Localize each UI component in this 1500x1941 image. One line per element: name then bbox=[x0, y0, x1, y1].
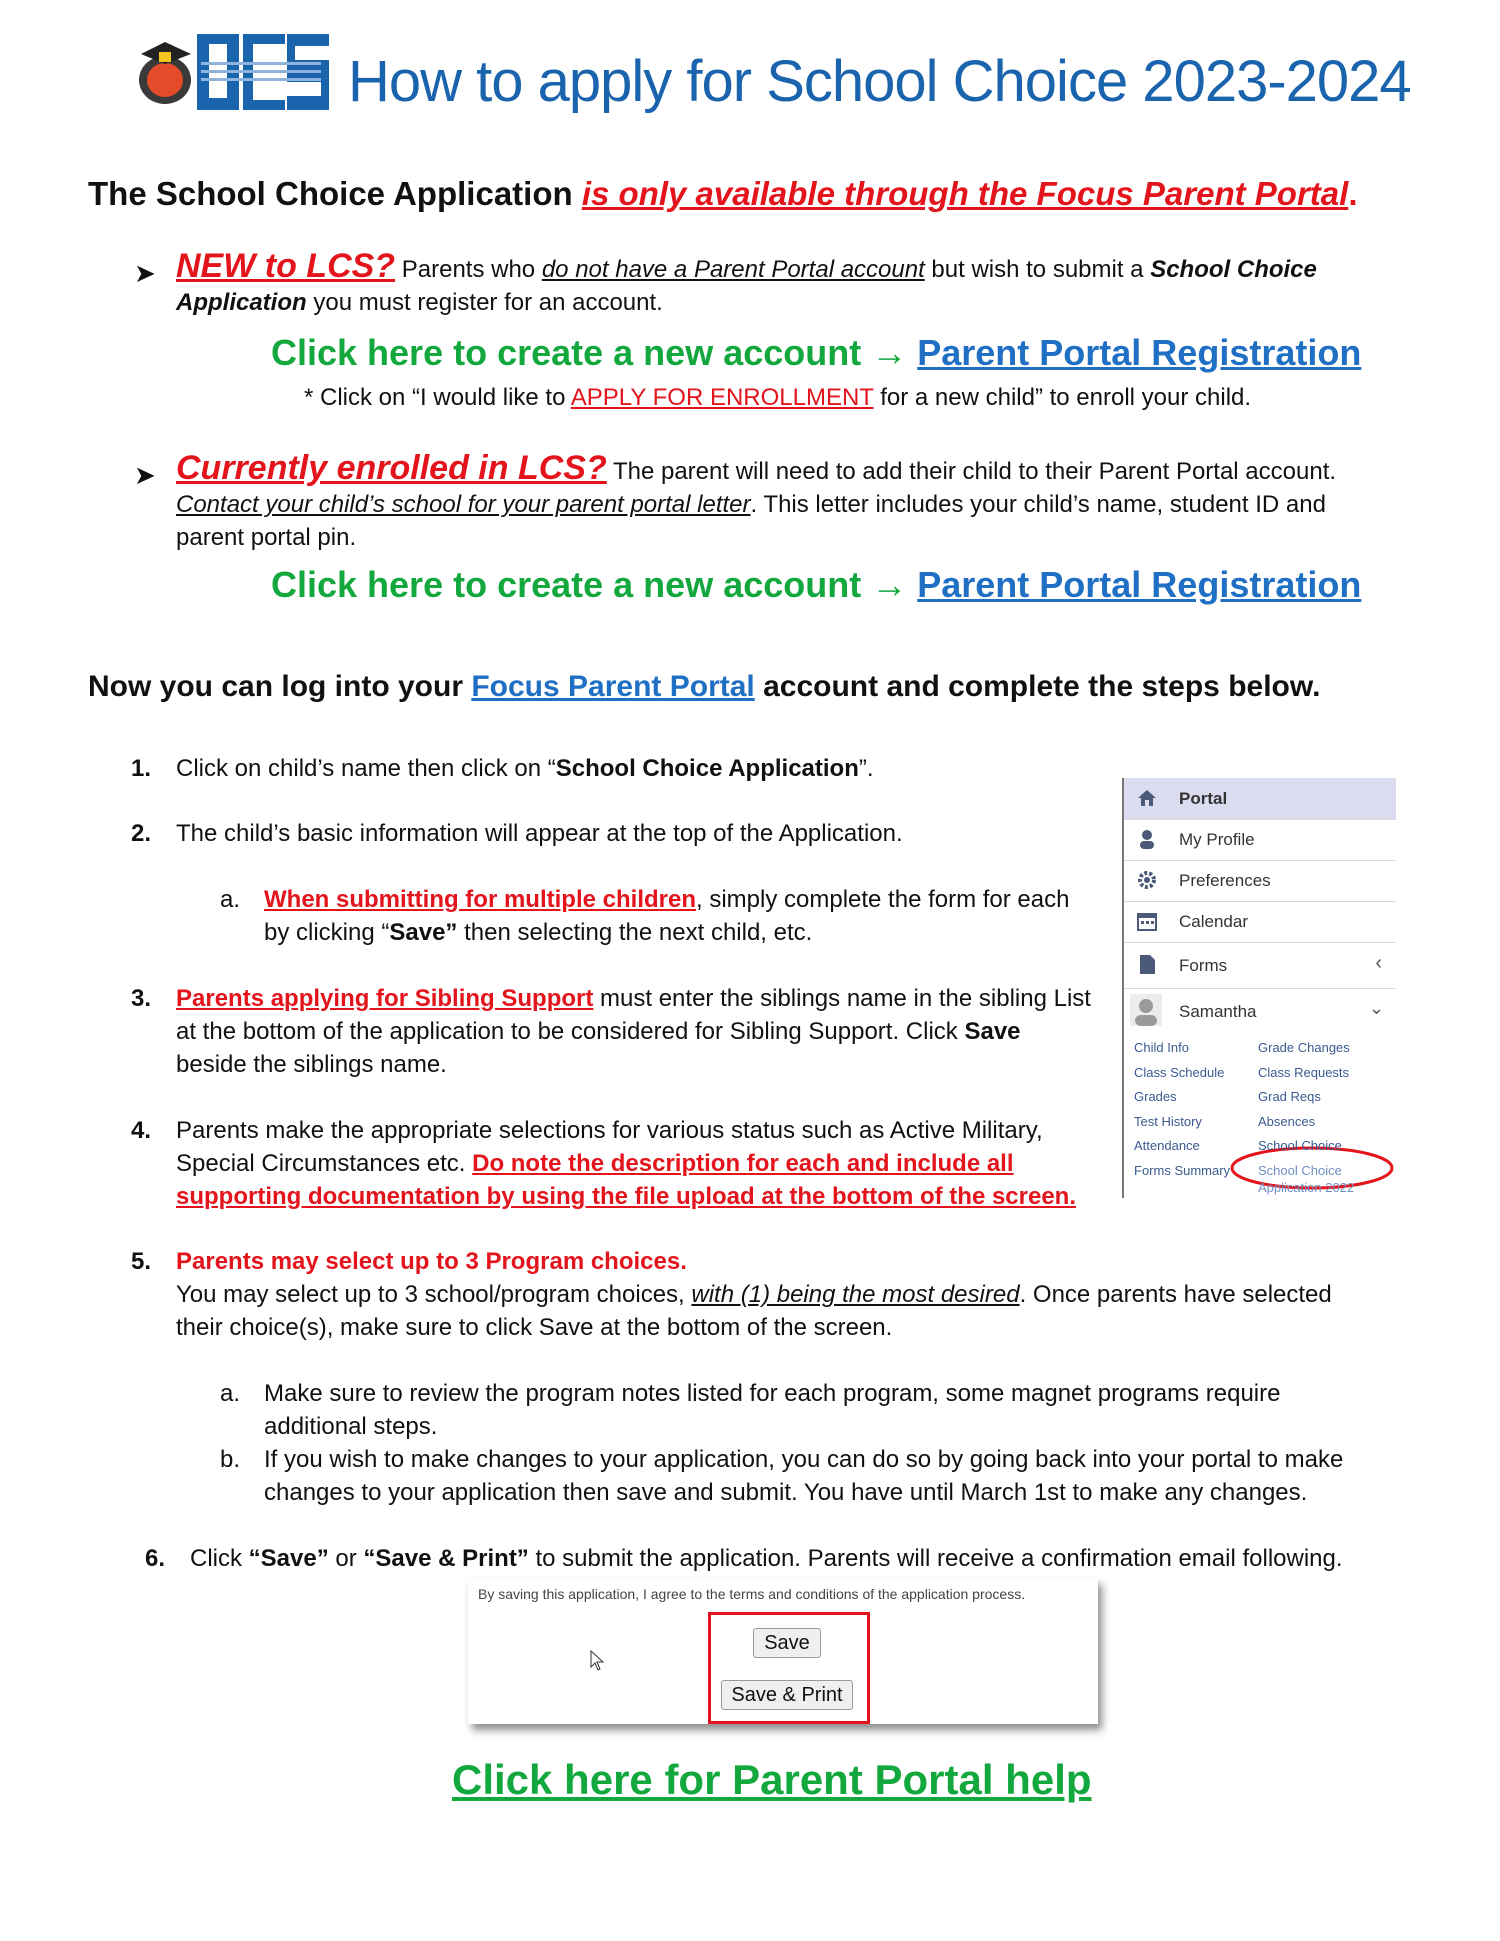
lcs-logo bbox=[135, 22, 335, 118]
sidebar-item-student[interactable] bbox=[1124, 988, 1396, 1034]
s6-or: or bbox=[328, 1545, 364, 1572]
enrolled-cta-prefix: Click here to create a new account → bbox=[271, 564, 918, 605]
s2a-save: Save” bbox=[389, 919, 458, 946]
substep-letter: a. bbox=[220, 886, 241, 913]
portal-sidebar-screenshot bbox=[1122, 778, 1396, 1198]
s3-save: Save bbox=[964, 1018, 1021, 1045]
enrolled-cta bbox=[271, 564, 1361, 606]
s4-a: Parents make the appropriate selections for various status such as Active Military, bbox=[176, 1117, 1043, 1144]
step-5a bbox=[264, 1377, 1280, 1443]
new-cta bbox=[271, 332, 1361, 374]
bullet-arrow-icon: ➤ bbox=[134, 460, 156, 490]
enrolled-heading: Currently enrolled in LCS? bbox=[176, 449, 607, 487]
s2a-b: , simply complete the form for each bbox=[696, 886, 1070, 913]
step-1 bbox=[176, 752, 874, 785]
s5b-2: changes to your application then save and submit. You have until March 1st to make any changes. bbox=[264, 1479, 1308, 1506]
step-6 bbox=[190, 1542, 1343, 1575]
parent-portal-help-link[interactable]: Click here for Parent Portal help bbox=[452, 1756, 1092, 1803]
enrolled-text-a: The parent will need to add their child to their Parent Portal account. bbox=[606, 458, 1337, 485]
sidebar-sublink[interactable]: Child Info bbox=[1134, 1040, 1189, 1055]
new-text-b: do not have a Parent Portal account bbox=[541, 256, 925, 283]
s6-save: “Save” bbox=[248, 1545, 329, 1572]
s5a-2: additional steps. bbox=[264, 1413, 438, 1440]
login-b: account and complete the steps below. bbox=[754, 670, 1321, 703]
s6-b: to submit the application. Parents will receive a confirmation email following. bbox=[528, 1545, 1343, 1572]
login-line bbox=[88, 670, 1320, 704]
sidebar-sublink[interactable]: Attendance bbox=[1134, 1138, 1200, 1153]
chevron-down-icon: ⌄ bbox=[1368, 998, 1384, 1018]
s5-b: . Once parents have selected bbox=[1019, 1281, 1332, 1308]
substep-letter: a. bbox=[220, 1380, 241, 1407]
new-section bbox=[176, 247, 1376, 319]
intro-lead: The School Choice Application bbox=[88, 175, 582, 212]
gear-icon bbox=[1136, 869, 1158, 891]
note-b: for a new child” to enroll your child. bbox=[873, 384, 1252, 411]
s1-b: School Choice Application bbox=[555, 755, 859, 782]
s5-em: with (1) being the most desired bbox=[691, 1281, 1020, 1308]
terms-text: By saving this application, I agree to the terms and conditions of the application process. bbox=[478, 1586, 1026, 1602]
s6-sp: “Save & Print” bbox=[363, 1545, 529, 1572]
s1-c: ”. bbox=[858, 755, 874, 782]
step-number: 4. bbox=[131, 1117, 152, 1144]
new-text-e: Application bbox=[176, 289, 307, 316]
sidebar-item-preferences[interactable] bbox=[1124, 860, 1396, 902]
sidebar-label: Samantha bbox=[1179, 1002, 1257, 1021]
chevron-left-icon: ‹ bbox=[1375, 952, 1382, 974]
enrolled-text-c: . This letter includes your child’s name, student ID and bbox=[750, 491, 1326, 518]
s5-a: You may select up to 3 school/program choices, bbox=[176, 1281, 692, 1308]
step-5b bbox=[264, 1443, 1343, 1509]
sidebar-sublink[interactable]: Forms Summary bbox=[1134, 1162, 1231, 1178]
new-note bbox=[304, 381, 1251, 414]
step-number: 6. bbox=[145, 1545, 166, 1572]
s5-c: their choice(s), make sure to click Save at the bottom of the screen. bbox=[176, 1314, 893, 1341]
sidebar-sublink[interactable]: School Choice bbox=[1258, 1162, 1342, 1178]
sidebar-label: Forms bbox=[1179, 956, 1228, 975]
sidebar-label: Preferences bbox=[1179, 871, 1271, 890]
new-text-a: Parents who bbox=[395, 256, 542, 283]
calendar-icon bbox=[1136, 910, 1158, 932]
user-icon bbox=[1136, 828, 1158, 850]
save-button[interactable]: Save bbox=[753, 1628, 821, 1658]
save-dialog-screenshot bbox=[468, 1578, 1098, 1724]
s5b-1: If you wish to make changes to your application, you can do so by going back into your portal to make bbox=[264, 1446, 1344, 1473]
step-2a bbox=[264, 883, 1069, 949]
sidebar-sublink[interactable]: Test History bbox=[1134, 1113, 1202, 1129]
new-registration-link[interactable]: Parent Portal Registration bbox=[917, 332, 1362, 373]
cursor-icon bbox=[590, 1650, 606, 1672]
s4-red1: Do note the description for each and include all bbox=[472, 1150, 1014, 1177]
step-5 bbox=[176, 1245, 1332, 1344]
enrolled-text-d: parent portal pin. bbox=[176, 524, 357, 551]
step-2: The child’s basic information will appear at the top of the Application. bbox=[176, 820, 903, 847]
sidebar-item-portal[interactable] bbox=[1124, 778, 1396, 820]
sidebar-item-my-profile[interactable] bbox=[1124, 819, 1396, 861]
s3-red: Parents applying for Sibling Support bbox=[176, 985, 594, 1012]
sidebar-sublink[interactable]: Grades bbox=[1134, 1089, 1177, 1104]
step-4 bbox=[176, 1114, 1076, 1213]
intro-period: . bbox=[1348, 175, 1358, 212]
s2a-c: by clicking “ bbox=[264, 919, 390, 946]
s4-b: Special Circumstances etc. bbox=[176, 1150, 473, 1177]
sidebar-label: Calendar bbox=[1179, 912, 1248, 931]
bullet-arrow-icon: ➤ bbox=[134, 258, 156, 288]
sidebar-sublink[interactable]: Grade Changes bbox=[1258, 1040, 1350, 1055]
s2a-red: When submitting for multiple children bbox=[264, 886, 696, 913]
focus-portal-link[interactable]: Focus Parent Portal bbox=[471, 670, 755, 703]
enrolled-section bbox=[176, 449, 1416, 554]
step-3 bbox=[176, 982, 1091, 1081]
home-icon bbox=[1136, 787, 1158, 809]
sidebar-item-forms[interactable] bbox=[1124, 942, 1396, 989]
step-number: 1. bbox=[131, 755, 152, 782]
enrolled-text-b: Contact your child’s school for your parent portal letter bbox=[176, 491, 751, 518]
apply-enrollment-link[interactable]: APPLY FOR ENROLLMENT bbox=[570, 384, 874, 411]
document-icon bbox=[1136, 953, 1158, 975]
sidebar-sublink[interactable]: Absences bbox=[1258, 1113, 1316, 1129]
login-a: Now you can log into your bbox=[88, 670, 472, 703]
sidebar-sublink[interactable]: Class Schedule bbox=[1134, 1064, 1225, 1080]
avatar bbox=[1130, 994, 1162, 1026]
new-cta-prefix: Click here to create a new account → bbox=[271, 332, 918, 373]
sidebar-label: My Profile bbox=[1179, 830, 1255, 849]
s2a-d: then selecting the next child, etc. bbox=[457, 919, 813, 946]
s3-c: beside the siblings name. bbox=[176, 1051, 447, 1078]
sidebar-sublink[interactable]: Application 2022 bbox=[1258, 1179, 1355, 1195]
s3-a: must enter the siblings name in the sibling List bbox=[593, 985, 1091, 1012]
step-number: 3. bbox=[131, 985, 152, 1012]
s4-red2: supporting documentation by using the file upload at the bottom of the screen. bbox=[176, 1183, 1077, 1210]
substep-letter: b. bbox=[220, 1446, 241, 1473]
new-text-c: but wish to submit a bbox=[924, 256, 1151, 283]
new-text-d: School Choice bbox=[1150, 256, 1317, 283]
s5a-1: Make sure to review the program notes listed for each program, some magnet programs require bbox=[264, 1380, 1281, 1407]
sidebar-sublink[interactable]: School Choice bbox=[1258, 1138, 1342, 1153]
page-title: How to apply for School Choice 2023-2024 bbox=[348, 49, 1411, 114]
note-a: * Click on “I would like to bbox=[304, 384, 571, 411]
new-text-f: you must register for an account. bbox=[306, 289, 663, 316]
sidebar-label: Portal bbox=[1179, 789, 1228, 808]
sidebar-sublink[interactable]: Grad Reqs bbox=[1258, 1089, 1321, 1104]
enrolled-registration-link[interactable]: Parent Portal Registration bbox=[917, 564, 1362, 605]
sidebar-sublink[interactable]: Class Requests bbox=[1258, 1064, 1350, 1080]
s3-b: at the bottom of the application to be considered for Sibling Support. Click bbox=[176, 1018, 965, 1045]
s1-a: Click on child’s name then click on “ bbox=[176, 755, 556, 782]
save-print-button[interactable]: Save & Print bbox=[721, 1680, 853, 1710]
sidebar-item-calendar[interactable] bbox=[1124, 901, 1396, 943]
intro-emphasis: is only available through the Focus Parent Portal bbox=[581, 175, 1349, 212]
new-heading: NEW to LCS? bbox=[176, 247, 396, 285]
step-number: 5. bbox=[131, 1248, 152, 1275]
s6-a: Click bbox=[190, 1545, 249, 1572]
intro-line bbox=[88, 175, 1357, 213]
step-number: 2. bbox=[131, 820, 152, 847]
s5-red: Parents may select up to 3 Program choices. bbox=[176, 1248, 687, 1275]
